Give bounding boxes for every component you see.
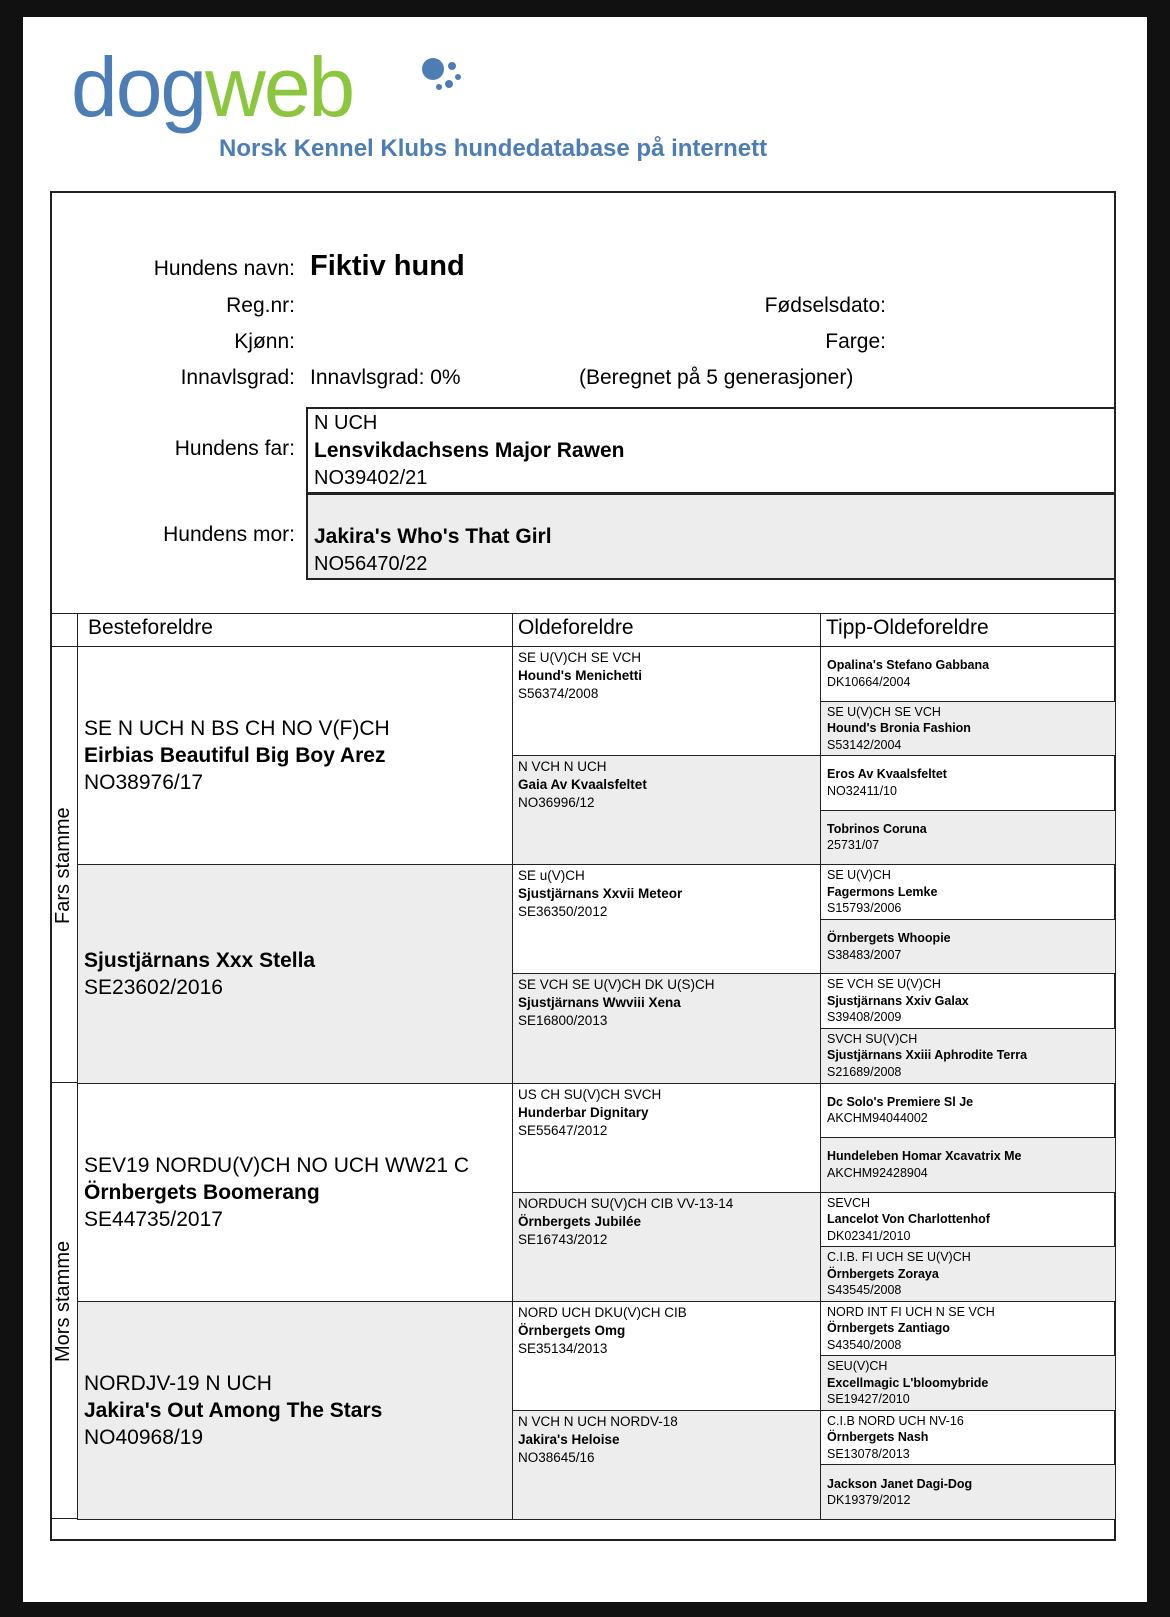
great-grandparent-name: Örnbergets Jubilée [518, 1213, 642, 1229]
great-grandparent-cell [512, 864, 821, 974]
great-grandparent-name: Jakira's Heloise [518, 1431, 620, 1447]
gg-grandparent-cell [820, 701, 1116, 757]
father-titles: N UCH [314, 412, 378, 434]
great-grandparent-titles: SE U(V)CH SE VCH [518, 650, 642, 665]
gg-grandparent-titles: SE U(V)CH [827, 868, 891, 883]
gg-grandparent-titles: SEU(V)CH [827, 1359, 888, 1374]
gg-grandparent-reg: 25731/07 [827, 838, 880, 853]
inbreeding-label: Innavlsgrad: [180, 366, 295, 389]
gg-grandparent-reg: AKCHM94044002 [827, 1111, 928, 1126]
pedigree-page [23, 17, 1147, 1602]
dogweb-logo [71, 40, 831, 165]
logo-bubbles-icon [419, 57, 469, 97]
logo-text-dog: dog [71, 40, 206, 134]
inbreeding-note: (Beregnet på 5 generasjoner) [579, 366, 854, 389]
great-grandparent-name: Gaia Av Kvaalsfeltet [518, 777, 647, 793]
gg-grandparent-cell [820, 1083, 1116, 1139]
great-grandparent-titles: SE u(V)CH [518, 868, 585, 884]
grandparent-titles: SE N UCH N BS CH NO V(F)CH [84, 717, 390, 741]
reg-label: Reg.nr: [226, 294, 295, 317]
gg-grandparent-titles: C.I.B NORD UCH NV-16 [827, 1413, 964, 1428]
gg-grandparent-cell [820, 1246, 1116, 1302]
great-grandparent-name: Sjustjärnans Xxvii Meteor [518, 886, 683, 902]
gg-grandparent-reg: S53142/2004 [827, 737, 902, 752]
gg-grandparent-name: Örnbergets Nash [827, 1430, 929, 1445]
mother-label: Hundens mor: [163, 523, 295, 546]
great-grandparent-cell [512, 1192, 821, 1302]
grandparent-reg: SE44735/2017 [84, 1207, 223, 1231]
great-grandparent-cell [512, 1410, 821, 1520]
color-label: Farge: [825, 330, 886, 353]
grandparent-reg: NO38976/17 [84, 771, 204, 795]
gg-grandparent-cell [820, 1137, 1116, 1193]
great-grandparent-cell [512, 755, 821, 865]
grandparent-cell [77, 1301, 513, 1520]
gg-grandparent-name: Jackson Janet Dagi-Dog [827, 1476, 973, 1491]
grandparent-name: Eirbias Beautiful Big Boy Arez [84, 744, 386, 768]
gg-grandparent-reg: SE19427/2010 [827, 1392, 910, 1407]
mother-name: Jakira's Who's That Girl [314, 525, 552, 548]
gg-grandparent-reg: AKCHM92428904 [827, 1165, 928, 1180]
grandparent-titles: SEV19 NORDU(V)CH NO UCH WW21 C [84, 1153, 470, 1177]
gg-grandparent-titles: SE U(V)CH SE VCH [827, 704, 941, 719]
gg-grandparent-cell [820, 646, 1116, 702]
gg-grandparent-reg: S21689/2008 [827, 1064, 902, 1079]
gg-grandparent-reg: DK02341/2010 [827, 1228, 911, 1243]
gg-grandparent-name: Örnbergets Whoopie [827, 931, 951, 946]
logo-tagline: Norsk Kennel Klubs hundedatabase på internett [219, 135, 768, 162]
grandparent-name: Örnbergets Boomerang [84, 1180, 320, 1204]
gg-grandparent-cell [820, 919, 1116, 975]
grandparent-cell [77, 864, 513, 1083]
great-grandparent-reg: S56374/2008 [518, 686, 599, 701]
gg-grandparent-name: Sjustjärnans Xxiii Aphrodite Terra [827, 1048, 1028, 1063]
gg-grandparent-titles: SVCH SU(V)CH [827, 1031, 918, 1046]
gg-grandparent-reg: S43540/2008 [827, 1337, 902, 1352]
gg-grandparent-cell [820, 1464, 1116, 1520]
grandparent-name: Jakira's Out Among The Stars [84, 1398, 383, 1422]
gg-grandparent-reg: S39408/2009 [827, 1010, 902, 1025]
inbreeding-value: Innavlsgrad: 0% [310, 366, 461, 389]
gg-grandparent-name: Excellmagic L'bloomybride [827, 1375, 989, 1390]
gg-grandparent-reg: S43545/2008 [827, 1283, 902, 1298]
gg-grandparent-cell [820, 755, 1116, 811]
mother-reg: NO56470/22 [314, 553, 428, 575]
father-side-label: Fars stamme [52, 807, 74, 924]
gg-grandparent-cell [820, 1028, 1116, 1084]
column-header-gg-grandparents: Tipp-Oldeforeldre [820, 613, 1116, 647]
gg-grandparent-name: Opalina's Stefano Gabbana [827, 658, 990, 673]
gg-grandparent-name: Tobrinos Coruna [827, 821, 927, 836]
gg-grandparent-name: Hundeleben Homar Xcavatrix Me [827, 1149, 1022, 1164]
gg-grandparent-titles: SE VCH SE U(V)CH [827, 977, 941, 992]
gg-grandparent-cell [820, 864, 1116, 920]
great-grandparent-reg: SE35134/2013 [518, 1340, 608, 1356]
great-grandparent-cell [512, 1083, 821, 1193]
dog-name: Fiktiv hund [310, 250, 465, 282]
father-name: Lensvikdachsens Major Rawen [314, 439, 625, 462]
great-grandparent-cell [512, 973, 821, 1083]
father-side-cell [50, 646, 78, 1083]
gg-grandparent-name: Dc Solo's Premiere Sl Je [827, 1094, 974, 1109]
great-grandparent-titles: NORD UCH DKU(V)CH CIB [518, 1304, 687, 1320]
great-grandparent-reg: SE55647/2012 [518, 1122, 608, 1138]
gg-grandparent-name: Fagermons Lemke [827, 884, 938, 899]
great-grandparent-titles: US CH SU(V)CH SVCH [518, 1086, 662, 1102]
great-grandparent-name: Örnbergets Omg [518, 1322, 626, 1338]
great-grandparent-cell [512, 1301, 821, 1411]
great-grandparent-titles: NORDUCH SU(V)CH CIB VV-13-14 [518, 1195, 734, 1211]
great-grandparent-name: Hunderbar Dignitary [518, 1104, 649, 1120]
gg-grandparent-reg: DK19379/2012 [827, 1493, 911, 1508]
gg-grandparent-titles: NORD INT FI UCH N SE VCH [827, 1304, 995, 1319]
gg-grandparent-name: Eros Av Kvaalsfeltet [827, 767, 947, 782]
great-grandparent-titles: SE VCH SE U(V)CH DK U(S)CH [518, 977, 715, 993]
column-header-great-grandparents: Oldeforeldre [512, 613, 821, 647]
father-reg: NO39402/21 [314, 467, 428, 489]
great-grandparent-titles: N VCH N UCH NORDV-18 [518, 1413, 678, 1429]
mother-side-cell [50, 1082, 78, 1519]
great-grandparent-name: Hound's Menichetti [518, 668, 642, 683]
corner-cell [50, 613, 78, 647]
great-grandparent-titles: N VCH N UCH [518, 759, 607, 775]
gg-grandparent-cell [820, 1410, 1116, 1466]
father-label: Hundens far: [174, 437, 295, 460]
grandparent-reg: SE23602/2016 [84, 975, 223, 999]
gg-grandparent-name: Sjustjärnans Xxiv Galax [827, 993, 969, 1008]
gg-grandparent-reg: DK10664/2004 [827, 674, 911, 689]
mother-side-label: Mors stamme [52, 1240, 74, 1363]
grandparent-titles: NORDJV-19 N UCH [84, 1371, 272, 1395]
great-grandparent-reg: NO38645/16 [518, 1449, 595, 1465]
gg-grandparent-cell [820, 1355, 1116, 1411]
gg-grandparent-titles: SEVCH [827, 1195, 871, 1210]
gg-grandparent-name: Hound's Bronia Fashion [827, 721, 971, 736]
gg-grandparent-cell [820, 810, 1116, 866]
grandparent-cell [77, 646, 513, 865]
gg-grandparent-cell [820, 973, 1116, 1029]
logo-text-web: web [205, 40, 354, 134]
grandparent-cell [77, 1083, 513, 1302]
great-grandparent-name: Sjustjärnans Wwviii Xena [518, 995, 681, 1011]
birth-date-label: Fødselsdato: [764, 294, 886, 317]
gg-grandparent-name: Örnbergets Zantiago [827, 1321, 950, 1336]
gg-grandparent-cell [820, 1301, 1116, 1357]
gg-grandparent-name: Lancelot Von Charlottenhof [827, 1212, 990, 1227]
sex-label: Kjønn: [234, 330, 295, 353]
great-grandparent-reg: SE36350/2012 [518, 904, 608, 920]
great-grandparent-cell [512, 646, 821, 756]
gg-grandparent-reg: NO32411/10 [827, 783, 897, 798]
great-grandparent-reg: NO36996/12 [518, 795, 595, 811]
gg-grandparent-reg: S38483/2007 [827, 947, 902, 962]
grandparent-name: Sjustjärnans Xxx Stella [84, 948, 316, 972]
gg-grandparent-titles: C.I.B. FI UCH SE U(V)CH [827, 1250, 971, 1265]
gg-grandparent-cell [820, 1192, 1116, 1248]
great-grandparent-reg: SE16800/2013 [518, 1013, 608, 1029]
spacer [50, 580, 1116, 604]
gg-grandparent-reg: S15793/2006 [827, 901, 902, 916]
name-label: Hundens navn: [153, 257, 295, 280]
grandparent-reg: NO40968/19 [84, 1425, 204, 1449]
great-grandparent-reg: SE16743/2012 [518, 1231, 608, 1247]
gg-grandparent-reg: SE13078/2013 [827, 1446, 910, 1461]
gg-grandparent-name: Örnbergets Zoraya [827, 1266, 939, 1281]
column-header-grandparents: Besteforeldre [77, 613, 513, 647]
